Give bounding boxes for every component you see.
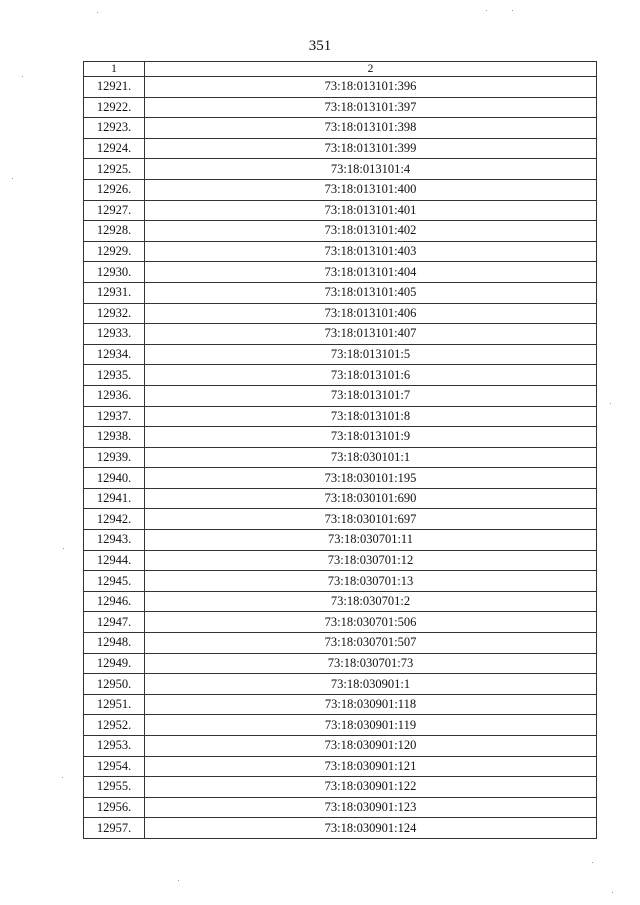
- row-number-cell: 12955.: [84, 777, 145, 798]
- cadastral-number-cell: 73:18:030901:121: [145, 756, 597, 777]
- page-number: 351: [308, 38, 332, 54]
- cadastral-number-cell: 73:18:013101:405: [145, 282, 597, 303]
- table-row: [84, 138, 597, 159]
- table-row: [84, 756, 597, 777]
- table-row: [84, 468, 597, 489]
- row-number-cell: 12930.: [84, 262, 145, 283]
- table-row: [84, 777, 597, 798]
- table-row: [84, 262, 597, 283]
- row-number-cell: 12933.: [84, 324, 145, 345]
- cadastral-number-cell: 73:18:013101:404: [145, 262, 597, 283]
- scan-speck: [612, 892, 613, 893]
- row-number-cell: 12924.: [84, 138, 145, 159]
- scan-speck: [22, 76, 23, 77]
- cadastral-number-cell: 73:18:013101:400: [145, 179, 597, 200]
- row-number-cell: 12941.: [84, 488, 145, 509]
- row-number-cell: 12926.: [84, 179, 145, 200]
- table-row: [84, 324, 597, 345]
- table-row: [84, 385, 597, 406]
- row-number-cell: 12939.: [84, 447, 145, 468]
- row-number-cell: 12944.: [84, 550, 145, 571]
- row-number-cell: 12928.: [84, 221, 145, 242]
- cadastral-number-cell: 73:18:030701:13: [145, 571, 597, 592]
- row-number-cell: 12925.: [84, 159, 145, 180]
- table-row: [84, 365, 597, 386]
- row-number-cell: 12927.: [84, 200, 145, 221]
- header-col-2: 2: [145, 62, 597, 77]
- row-number-cell: 12938.: [84, 427, 145, 448]
- table-row: [84, 633, 597, 654]
- cadastral-number-cell: 73:18:013101:403: [145, 241, 597, 262]
- table-header: [84, 62, 597, 77]
- row-number-cell: 12953.: [84, 736, 145, 757]
- cadastral-number-cell: 73:18:030901:120: [145, 736, 597, 757]
- table-row: [84, 509, 597, 530]
- table-row: [84, 118, 597, 139]
- table-row: [84, 488, 597, 509]
- cadastral-number-cell: 73:18:030701:11: [145, 530, 597, 551]
- row-number-cell: 12922.: [84, 97, 145, 118]
- table-row: [84, 653, 597, 674]
- row-number-cell: 12957.: [84, 818, 145, 839]
- row-number-cell: 12923.: [84, 118, 145, 139]
- table-row: [84, 344, 597, 365]
- cadastral-number-cell: 73:18:013101:406: [145, 303, 597, 324]
- row-number-cell: 12940.: [84, 468, 145, 489]
- row-number-cell: 12937.: [84, 406, 145, 427]
- cadastral-number-cell: 73:18:013101:6: [145, 365, 597, 386]
- cadastral-number-cell: 73:18:013101:402: [145, 221, 597, 242]
- cadastral-number-cell: 73:18:030101:697: [145, 509, 597, 530]
- table-row: [84, 694, 597, 715]
- cadastral-number-cell: 73:18:030101:1: [145, 447, 597, 468]
- scan-speck: [97, 12, 98, 13]
- cadastral-number-cell: 73:18:013101:4: [145, 159, 597, 180]
- cadastral-number-cell: 73:18:030701:507: [145, 633, 597, 654]
- table-row: [84, 221, 597, 242]
- cadastral-number-cell: 73:18:030701:506: [145, 612, 597, 633]
- table-row: [84, 200, 597, 221]
- cadastral-number-cell: 73:18:013101:5: [145, 344, 597, 365]
- cadastral-number-cell: 73:18:013101:7: [145, 385, 597, 406]
- table-row: [84, 674, 597, 695]
- cadastral-number-cell: 73:18:013101:407: [145, 324, 597, 345]
- table-row: [84, 447, 597, 468]
- table-row: [84, 530, 597, 551]
- cadastral-number-cell: 73:18:013101:8: [145, 406, 597, 427]
- row-number-cell: 12945.: [84, 571, 145, 592]
- cadastral-number-cell: 73:18:030901:118: [145, 694, 597, 715]
- row-number-cell: 12951.: [84, 694, 145, 715]
- row-number-cell: 12947.: [84, 612, 145, 633]
- row-number-cell: 12952.: [84, 715, 145, 736]
- row-number-cell: 12935.: [84, 365, 145, 386]
- scan-speck: [12, 178, 13, 179]
- scan-speck: [486, 10, 487, 11]
- row-number-cell: 12949.: [84, 653, 145, 674]
- scan-speck: [592, 862, 593, 863]
- cadastral-number-cell: 73:18:013101:9: [145, 427, 597, 448]
- table-row: [84, 797, 597, 818]
- row-number-cell: 12921.: [84, 77, 145, 98]
- table-row: [84, 427, 597, 448]
- row-number-cell: 12936.: [84, 385, 145, 406]
- scan-speck: [512, 10, 513, 11]
- cadastral-number-cell: 73:18:030901:122: [145, 777, 597, 798]
- table-row: [84, 241, 597, 262]
- row-number-cell: 12932.: [84, 303, 145, 324]
- cadastral-number-cell: 73:18:013101:398: [145, 118, 597, 139]
- row-number-cell: 12948.: [84, 633, 145, 654]
- cadastral-number-cell: 73:18:030101:195: [145, 468, 597, 489]
- row-number-cell: 12934.: [84, 344, 145, 365]
- header-row: [84, 62, 597, 77]
- table-body: [84, 77, 597, 839]
- cadastral-number-cell: 73:18:030901:119: [145, 715, 597, 736]
- table-row: [84, 282, 597, 303]
- table-row: [84, 612, 597, 633]
- cadastral-number-cell: 73:18:030901:123: [145, 797, 597, 818]
- cadastral-table: [83, 61, 597, 839]
- cadastral-number-cell: 73:18:030901:124: [145, 818, 597, 839]
- table-row: [84, 406, 597, 427]
- table-row: [84, 818, 597, 839]
- cadastral-number-cell: 73:18:013101:401: [145, 200, 597, 221]
- cadastral-number-cell: 73:18:030701:73: [145, 653, 597, 674]
- row-number-cell: 12956.: [84, 797, 145, 818]
- table-row: [84, 97, 597, 118]
- row-number-cell: 12943.: [84, 530, 145, 551]
- row-number-cell: 12954.: [84, 756, 145, 777]
- row-number-cell: 12942.: [84, 509, 145, 530]
- scan-speck: [178, 880, 179, 881]
- row-number-cell: 12946.: [84, 591, 145, 612]
- row-number-cell: 12931.: [84, 282, 145, 303]
- row-number-cell: 12929.: [84, 241, 145, 262]
- cadastral-number-cell: 73:18:030101:690: [145, 488, 597, 509]
- table-row: [84, 715, 597, 736]
- cadastral-number-cell: 73:18:030701:2: [145, 591, 597, 612]
- header-col-1: 1: [84, 62, 145, 77]
- table-row: [84, 736, 597, 757]
- table-row: [84, 303, 597, 324]
- table-row: [84, 159, 597, 180]
- scan-speck: [610, 403, 611, 404]
- row-number-cell: 12950.: [84, 674, 145, 695]
- cadastral-number-cell: 73:18:013101:396: [145, 77, 597, 98]
- table-row: [84, 179, 597, 200]
- table-row: [84, 77, 597, 98]
- scan-speck: [63, 548, 64, 549]
- table-row: [84, 571, 597, 592]
- cadastral-number-cell: 73:18:030701:12: [145, 550, 597, 571]
- table-row: [84, 591, 597, 612]
- cadastral-number-cell: 73:18:030901:1: [145, 674, 597, 695]
- table-row: [84, 550, 597, 571]
- scan-speck: [62, 777, 63, 778]
- cadastral-number-cell: 73:18:013101:399: [145, 138, 597, 159]
- cadastral-number-cell: 73:18:013101:397: [145, 97, 597, 118]
